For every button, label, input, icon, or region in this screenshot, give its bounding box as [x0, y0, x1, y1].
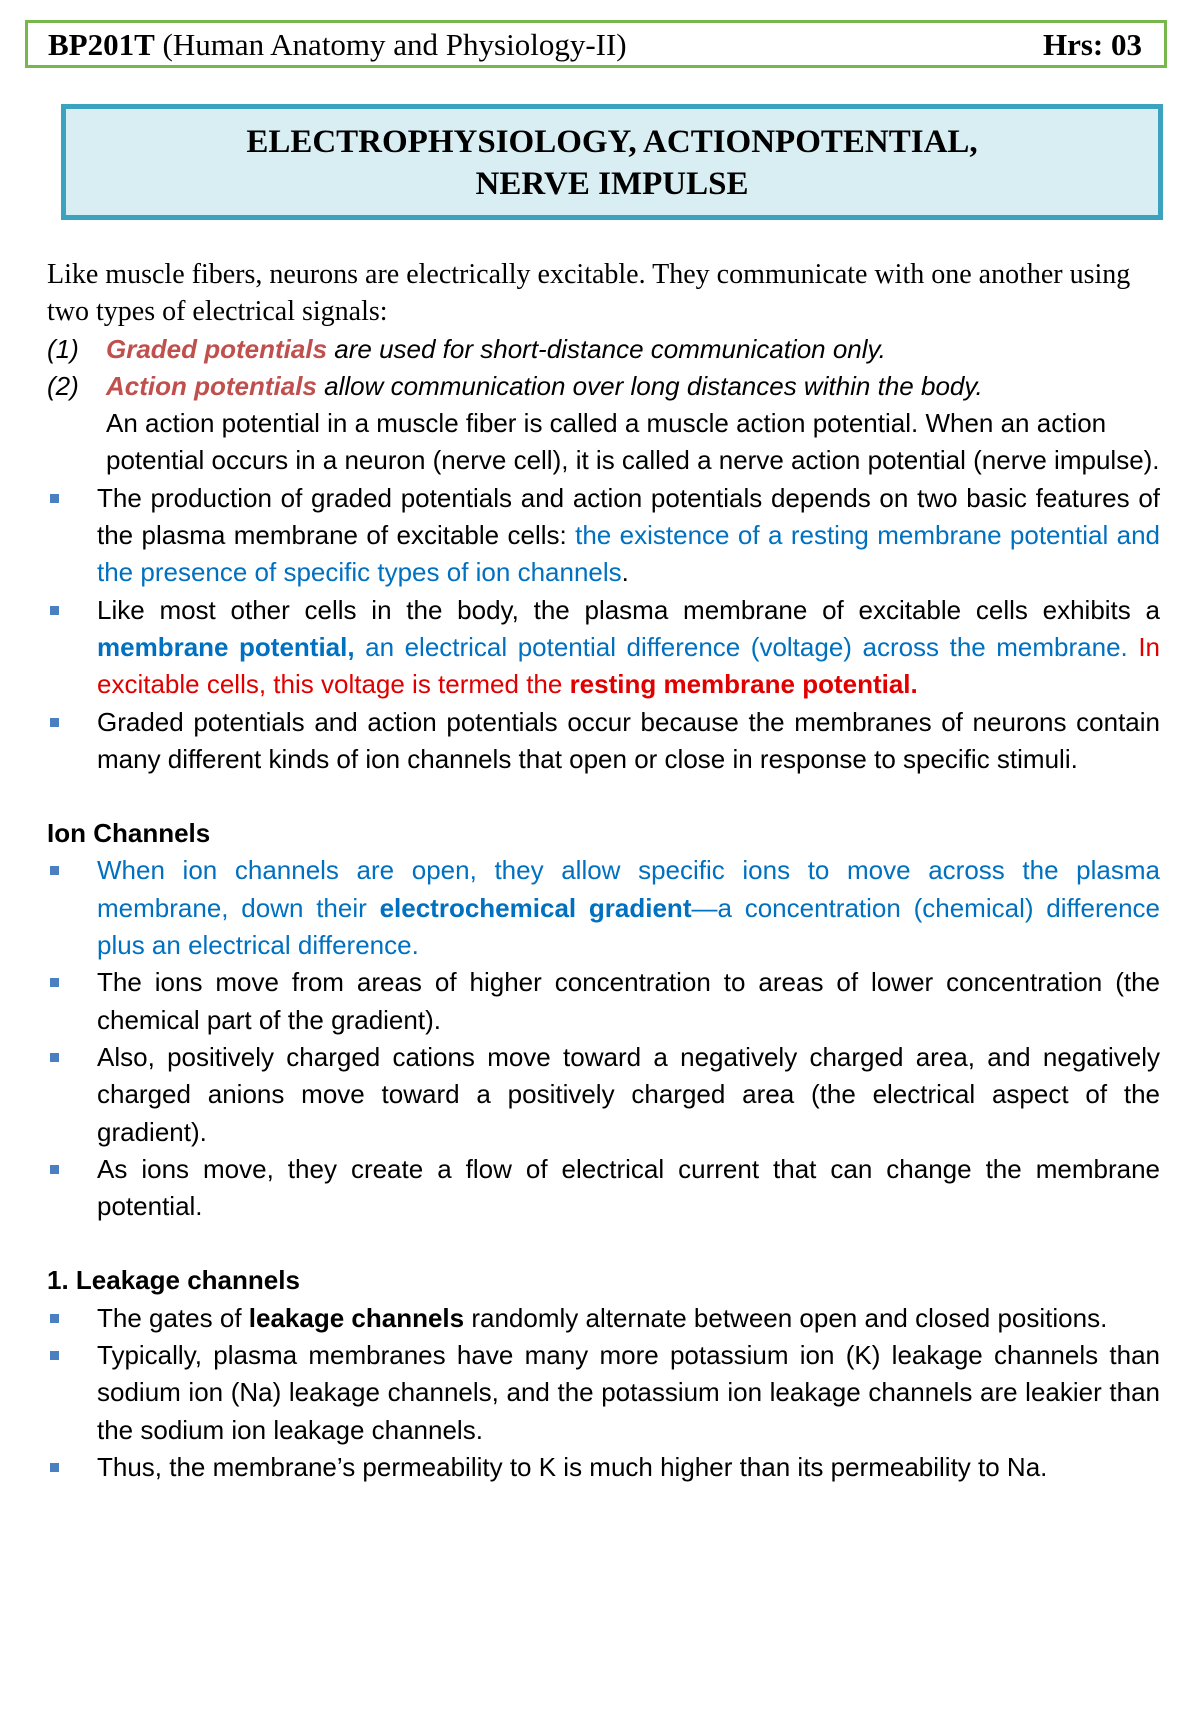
term-graded-potentials: Graded potentials [106, 333, 328, 364]
text: The ions move from areas of higher concentration to areas of lower concentration (the chemical part of the gradient). [97, 967, 1160, 1035]
square-bullet-icon [50, 978, 59, 987]
chapter-title-line1: ELECTROPHYSIOLOGY, ACTIONPOTENTIAL, [246, 124, 978, 160]
text: As ions move, they create a flow of electrical current that can change the membrane potential. [97, 1153, 1160, 1222]
highlight-text: When ion channels are open, they allow specific ions to move across the plasma membrane, down their [97, 855, 1160, 923]
item-number: (1) [47, 333, 79, 364]
intro-paragraph: Like muscle fibers, neurons are electrically excitable. They communicate with one another using two types of electrical signals: [47, 259, 1131, 328]
course-name: (Human Anatomy and Physiology-II) [154, 27, 627, 62]
document-body [47, 256, 1160, 1486]
text: Graded potentials and action potentials occur because the membranes of neurons contain many different kinds of ion channels that open or close in response to specific stimuli. [97, 706, 1160, 774]
list-item [47, 964, 1160, 1039]
list-item [47, 1039, 1160, 1151]
highlight-text: In excitable cells, this voltage is termed the [97, 631, 1160, 700]
numbered-item-2 [47, 368, 1160, 405]
square-bullet-icon [50, 606, 59, 615]
action-potential-note: An action potential in a muscle fiber is called a muscle action potential. When an action potential occurs in a neuron (nerve cell), it is called a nerve action potential (nerve impulse). [106, 408, 1160, 476]
square-bullet-icon [50, 1314, 59, 1323]
section-heading-ion-channels: Ion Channels [47, 818, 211, 849]
item-number: (2) [47, 370, 79, 401]
list-item [47, 592, 1160, 704]
list-item [47, 1151, 1160, 1226]
chapter-title-line2: NERVE IMPULSE [475, 166, 749, 202]
highlight-text: —a concentration (chemical) difference plus an electrical difference. [97, 892, 1161, 961]
highlight-text: the existence of a resting membrane potential and the presence of specific types of ion channels [97, 520, 1160, 588]
text: Also, positively charged cations move toward a negatively charged area, and negatively charged anions move toward a positively charged area (the electrical aspect of the gradient). [97, 1041, 1160, 1147]
term-action-potentials: Action potentials [106, 370, 317, 401]
list-item [47, 1337, 1160, 1449]
text: The production of graded potentials and action potentials depends on two basic features of the plasma membrane of excitable cells: [97, 482, 1160, 551]
square-bullet-icon [50, 718, 59, 727]
list-item [47, 704, 1160, 779]
term-electrochemical-gradient: electrochemical gradient [379, 892, 692, 923]
text: Like most other cells in the body, the plasma membrane of excitable cells exhibits a [97, 594, 1160, 625]
course-hours: Hrs: 03 [1042, 27, 1142, 62]
square-bullet-icon [50, 866, 59, 875]
text: The gates of [97, 1302, 249, 1333]
section-heading-leakage-channels: 1. Leakage channels [47, 1265, 300, 1296]
square-bullet-icon [50, 1165, 59, 1174]
list-item [47, 1449, 1160, 1486]
list-item [47, 480, 1160, 592]
numbered-item-1 [47, 331, 1160, 368]
text: Thus, the membrane’s permeability to K is much higher than its permeability to Na. [97, 1451, 1048, 1482]
course-code: BP201T [48, 27, 155, 62]
text: randomly alternate between open and closed positions. [464, 1302, 1108, 1333]
text: . [621, 557, 629, 588]
list-item [47, 852, 1160, 964]
term-leakage-channels: leakage channels [248, 1302, 465, 1333]
item-text: allow communication over long distances within the body. [316, 370, 983, 401]
square-bullet-icon [50, 1351, 59, 1360]
square-bullet-icon [50, 494, 59, 503]
course-header [25, 20, 1167, 68]
square-bullet-icon [50, 1053, 59, 1062]
term-membrane-potential: membrane potential, [97, 631, 355, 662]
term-resting-membrane-potential: resting membrane potential. [569, 669, 918, 700]
chapter-title [61, 104, 1163, 220]
text: Typically, plasma membranes have many more potassium ion (K) leakage channels than sodium ion (Na) leakage channels, and the potassium ion leakage channels are leakier than the sodium ion leakage channels. [97, 1340, 1160, 1445]
highlight-text: an electrical potential difference (voltage) across the membrane. [354, 631, 1128, 662]
item-text: are used for short-distance communication only. [327, 333, 886, 364]
list-item [47, 1300, 1160, 1337]
course-title [48, 27, 627, 63]
square-bullet-icon [50, 1463, 59, 1472]
